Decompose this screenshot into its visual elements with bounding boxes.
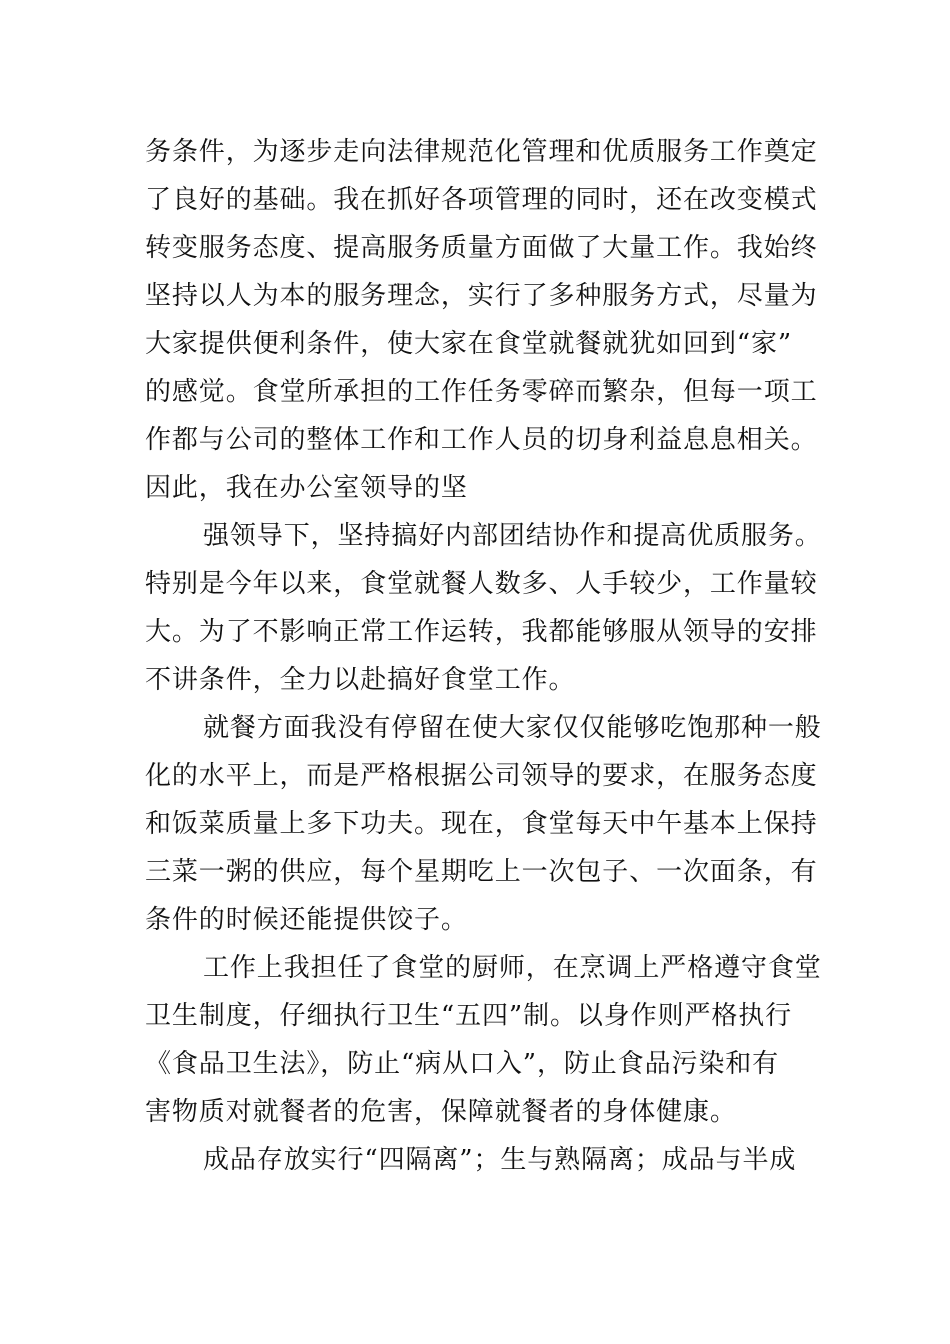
body-text bbox=[145, 128, 822, 1184]
text-line: 作都与公司的整体工作和工作人员的切身利益息息相关。 bbox=[145, 425, 818, 455]
text-line: 坚持以人为本的服务理念，实行了多种服务方式，尽量为 bbox=[145, 281, 818, 311]
text-line: 卫生制度，仔细执行卫生“五四”制。以身作则严格执行 bbox=[145, 1001, 793, 1031]
paragraph-first-line: 工作上我担任了食堂的厨师，在烹调上严格遵守食堂 bbox=[203, 953, 822, 983]
paragraph-first-line: 成品存放实行“四隔离”；生与熟隔离；成品与半成 bbox=[203, 1145, 797, 1175]
text-line: 了良好的基础。我在抓好各项管理的同时，还在改变模式 bbox=[145, 185, 818, 215]
paragraph-first-line: 就餐方面我没有停留在使大家仅仅能够吃饱那种一般 bbox=[203, 713, 822, 743]
paragraph-first-line: 强领导下，坚持搞好内部团结协作和提高优质服务。 bbox=[203, 521, 822, 551]
text-line: 化的水平上，而是严格根据公司领导的要求，在服务态度 bbox=[145, 761, 818, 791]
text-line: 大。为了不影响正常工作运转，我都能够服从领导的安排 bbox=[145, 617, 818, 647]
text-line: 的感觉。食堂所承担的工作任务零碎而繁杂，但每一项工 bbox=[145, 377, 818, 407]
text-line: 转变服务态度、提高服务质量方面做了大量工作。我始终 bbox=[145, 233, 818, 263]
text-line: 和饭菜质量上多下功夫。现在，食堂每天中午基本上保持 bbox=[145, 809, 818, 839]
text-line: 因此，我在办公室领导的坚 bbox=[145, 473, 468, 503]
text-line: 务条件，为逐步走向法律规范化管理和优质服务工作奠定 bbox=[145, 137, 818, 167]
text-line: 特别是今年以来，食堂就餐人数多、人手较少，工作量较 bbox=[145, 569, 818, 599]
text-line: 大家提供便利条件，使大家在食堂就餐就犹如回到“家” bbox=[145, 329, 793, 359]
text-line: 三菜一粥的供应，每个星期吃上一次包子、一次面条，有 bbox=[145, 857, 818, 887]
text-line: 《食品卫生法》，防止“病从口入”，防止食品污染和有 bbox=[145, 1049, 780, 1079]
text-line: 不讲条件，全力以赴搞好食堂工作。 bbox=[145, 665, 576, 695]
text-line: 条件的时候还能提供饺子。 bbox=[145, 905, 468, 935]
text-line: 害物质对就餐者的危害，保障就餐者的身体健康。 bbox=[145, 1097, 737, 1127]
